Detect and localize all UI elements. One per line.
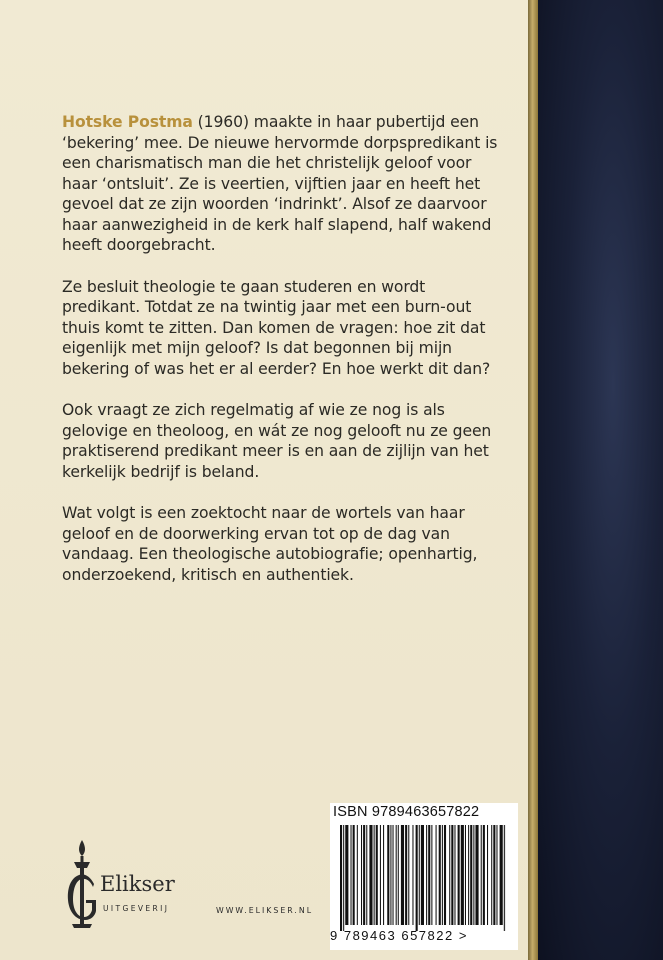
blurb-paragraph-1-text: (1960) maakte in haar pubertijd een ‘bekering’ mee. De nieuwe hervormde dorpspredikant is een charismatisch man die het christelijk geloof voor haar ‘ontsluit’. Ze is veertien, vijftien jaar en heeft het gevoel dat ze zijn woorden ‘indrinkt’. Alsof ze daarvoor haar aanwezigheid in de kerk half slapend, half wakend heeft doorgebracht. <box>62 113 498 254</box>
barcode-bars <box>340 825 506 931</box>
barcode-digits: 9 789463 657822 > <box>330 928 468 943</box>
gold-edge-stripe <box>528 0 538 960</box>
blurb-paragraph-4: Wat volgt is een zoektocht naar de wortels van haar geloof en de doorwerking ervan tot op de dag van vandaag. Een theologische autobiografie; openhartig, onderzoekend, kritisch en authentiek. <box>62 504 478 584</box>
publisher-logo <box>60 838 210 938</box>
blurb-paragraph-3: Ook vraagt ze zich regelmatig af wie ze nog is als gelovige en theoloog, en wát ze nog gelooft nu ze geen praktiserend predikant meer is en aan de zijlijn van het kerkelijk bedrijf is beland. <box>62 401 492 481</box>
author-name: Hotske Postma <box>62 113 193 131</box>
blurb-paragraph-2: Ze besluit theologie te gaan studeren en wordt predikant. Totdat ze na twintig jaar met een burn-out thuis komt te zitten. Dan komen de vragen: hoe zit dat eigenlijk met mijn geloof? Is dat begonnen bij mijn bekering of was het er al eerder? En hoe werkt dit dan? <box>62 277 491 378</box>
navy-spine-panel <box>538 0 663 960</box>
publisher-website: WWW.ELIKSER.NL <box>216 906 314 915</box>
isbn-label: ISBN 9789463657822 <box>333 804 480 820</box>
publisher-subtitle: UITGEVERIJ <box>103 904 170 913</box>
blurb-paragraph-1 <box>62 112 502 256</box>
publisher-name: Elikser <box>100 872 175 896</box>
back-cover-blurb <box>62 112 502 606</box>
elikser-emblem-icon <box>60 838 104 938</box>
isbn-barcode <box>330 803 518 950</box>
